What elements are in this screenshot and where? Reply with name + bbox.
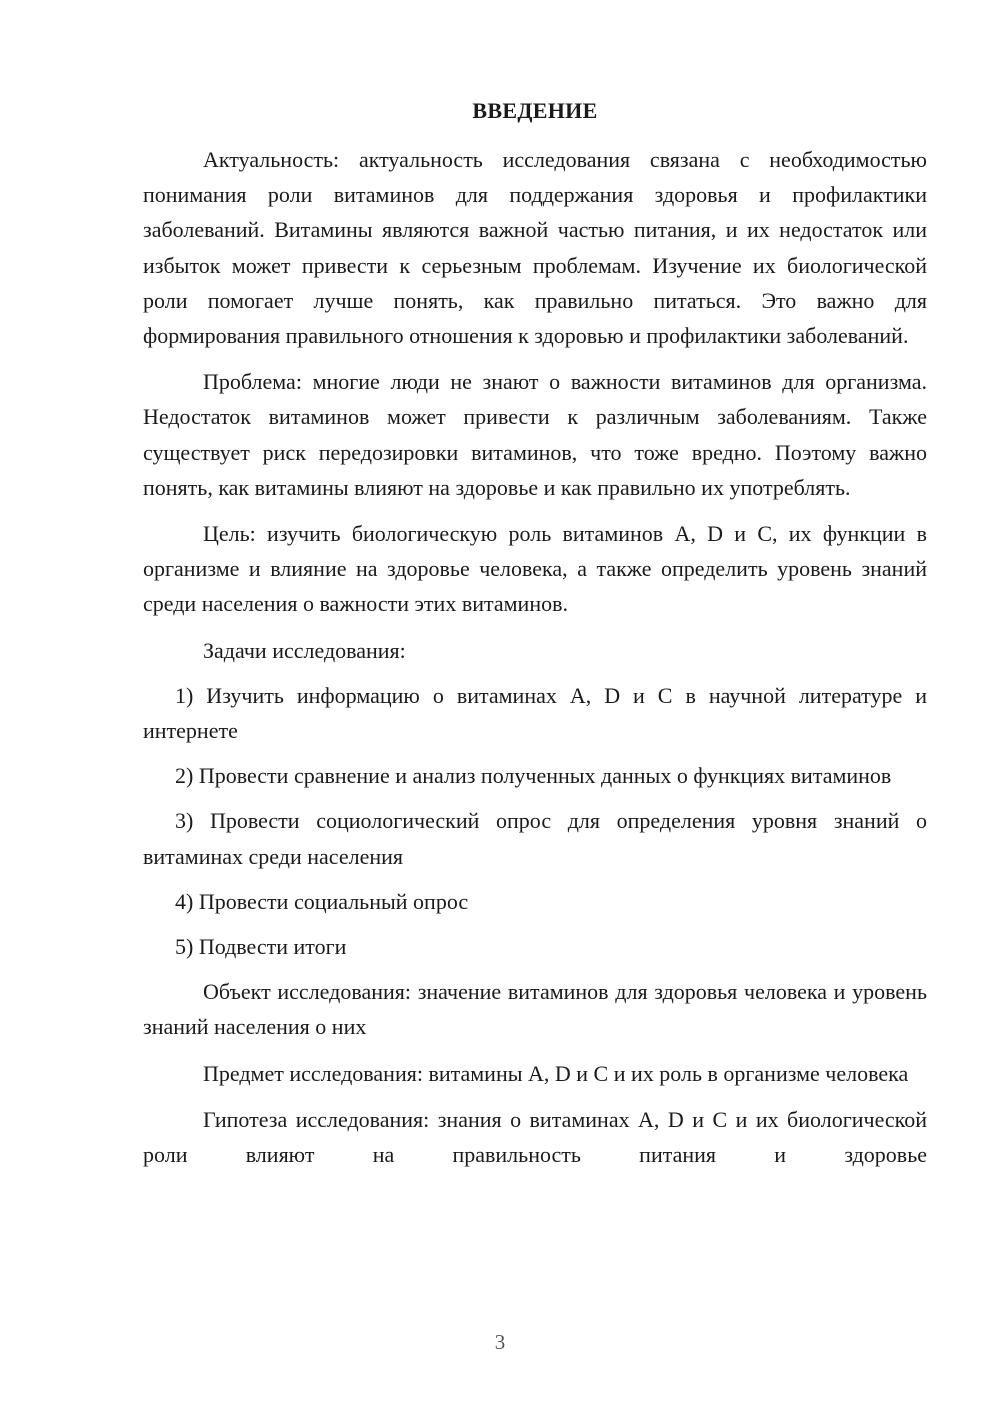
- page-number: 3: [494, 1330, 506, 1354]
- task-item-4: 4) Провести социальный опрос: [175, 888, 469, 914]
- document-page: [143, 96, 927, 1183]
- paragraph-problem: Проблема: многие люди не знают о важности витаминов для организма. Недостаток витаминов может привести к различным заболеваниям. Также существует риск передозировки витаминов, что тоже вредно. Поэтому важно понять, как витамины влияют на здоровье и как правильно их употреблять.: [143, 369, 927, 500]
- paragraph-object: Объект исследования: значение витаминов для здоровья человека и уровень знаний населения о них: [143, 979, 927, 1040]
- task-item-3: 3) Провести социологический опрос для определения уровня знаний о витаминах среди населения: [143, 808, 927, 869]
- paragraph-relevance: Актуальность: актуальность исследования связана с необходимостью понимания роли витаминов для поддержания здоровья и профилактики заболеваний. Витамины являются важной частью питания, и их недостаток или избыток может привести к серьезным проблемам. Изучение их биологической роли помогает лучше понять, как правильно питаться. Это важно для формирования правильного отношения к здоровью и профилактики заболеваний.: [143, 147, 927, 349]
- task-item-5: 5) Подвести итоги: [175, 934, 347, 960]
- tasks-heading: Задачи исследования:: [203, 637, 406, 663]
- paragraph-goal: Цель: изучить биологическую роль витаминов A, D и C, их функции в организме и влияние на здоровье человека, а также определить уровень знаний среди населения о важности этих витаминов.: [143, 521, 927, 617]
- page-title: ВВЕДЕНИЕ: [472, 98, 598, 123]
- paragraph-hypothesis: Гипотеза исследования: знания о витаминах A, D и C и их биологической роли влияют на правильность питания и здоровье: [143, 1106, 927, 1168]
- task-item-1: 1) Изучить информацию о витаминах A, D и C в научной литературе и интернете: [143, 682, 927, 744]
- task-item-2: 2) Провести сравнение и анализ полученных данных о функциях витаминов: [175, 763, 892, 789]
- paragraph-subject: Предмет исследования: витамины A, D и C и их роль в организме человека: [203, 1060, 909, 1086]
